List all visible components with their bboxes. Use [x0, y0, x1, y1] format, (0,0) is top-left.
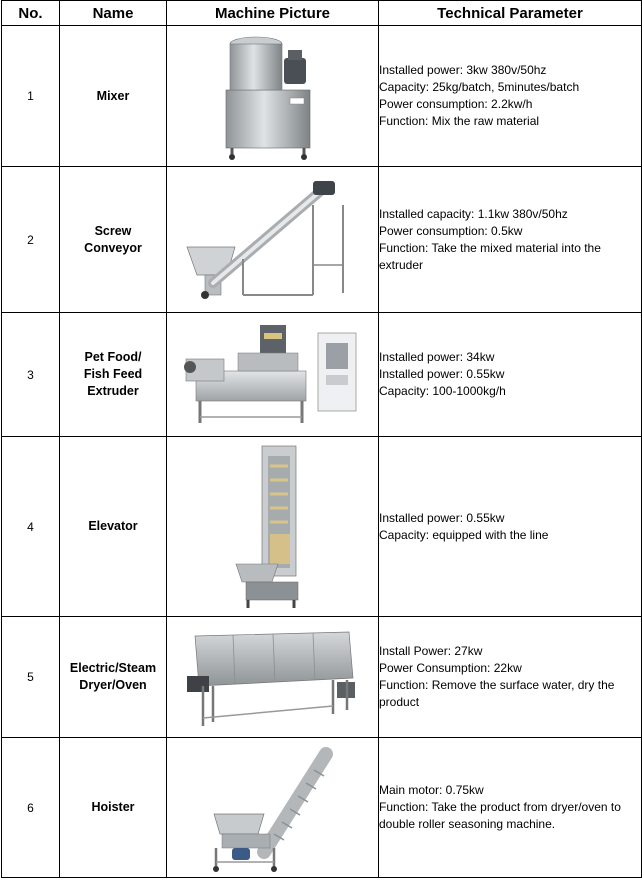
table-row [2, 617, 642, 738]
header-picture: Machine Picture [167, 1, 379, 26]
machine-spec-table [1, 0, 642, 878]
header-row [2, 1, 642, 26]
machine-picture-cell [167, 738, 379, 878]
technical-parameters [379, 313, 642, 437]
header-no: No. [2, 1, 60, 26]
row-number: 4 [2, 437, 60, 617]
param-line: Installed capacity: 1.1kw 380v/50hz [379, 206, 568, 221]
param-line: Power Consumption: 22kw [379, 661, 522, 675]
machine-picture-cell [167, 313, 379, 437]
table-row [2, 167, 642, 313]
dryer-oven-image [183, 622, 363, 732]
technical-parameters [379, 617, 642, 738]
param-line: Capacity: 25kg/batch, 5minutes/batch [379, 80, 580, 94]
header-params: Technical Parameter [379, 1, 642, 26]
technical-parameters [379, 167, 642, 313]
param-line: Capacity: equipped with the line [379, 527, 549, 542]
extruder-image [178, 319, 368, 431]
param-line: Function: Remove the surface water, dry the product [379, 678, 615, 709]
technical-parameters [379, 26, 642, 167]
machine-picture-cell [167, 437, 379, 617]
param-line: Capacity: 100-1000kg/h [379, 384, 506, 398]
table-row [2, 738, 642, 878]
machine-picture-cell [167, 26, 379, 167]
param-line: Function: Take the mixed material into the extruder [379, 240, 601, 272]
machine-name: Elevator [60, 437, 167, 617]
param-line: Main motor: 0.75kw [379, 783, 484, 797]
row-number: 2 [2, 167, 60, 313]
header-name: Name [60, 1, 167, 26]
row-number: 5 [2, 617, 60, 738]
param-line: Installed power: 0.55kw [379, 367, 505, 381]
param-line: Function: Take the product from dryer/oven to double roller seasoning machine. [379, 800, 621, 831]
machine-name: Pet Food/ Fish Feed Extruder [60, 313, 167, 437]
row-number: 6 [2, 738, 60, 878]
machine-name: Screw Conveyor [60, 167, 167, 313]
elevator-image [228, 442, 318, 612]
row-number: 3 [2, 313, 60, 437]
param-line: Installed power: 0.55kw [379, 510, 505, 525]
screw-conveyor-image [183, 175, 363, 305]
param-line: Installed power: 3kw 380v/50hz [379, 63, 547, 77]
table-row [2, 437, 642, 617]
machine-name: Hoister [60, 738, 167, 878]
param-line: Function: Mix the raw material [379, 114, 540, 128]
machine-name: Electric/Steam Dryer/Oven [60, 617, 167, 738]
technical-parameters [379, 738, 642, 878]
param-line: Power consumption: 2.2kw/h [379, 97, 533, 111]
table-row [2, 26, 642, 167]
param-line: Power consumption: 0.5kw [379, 223, 523, 238]
param-line: Installed power: 34kw [379, 350, 495, 364]
table-row [2, 313, 642, 437]
machine-name: Mixer [60, 26, 167, 167]
technical-parameters [379, 437, 642, 617]
param-line: Install Power: 27kw [379, 644, 483, 658]
row-number: 1 [2, 26, 60, 167]
machine-picture-cell [167, 617, 379, 738]
mixer-image [218, 32, 328, 160]
hoister-image [208, 742, 338, 874]
machine-picture-cell [167, 167, 379, 313]
